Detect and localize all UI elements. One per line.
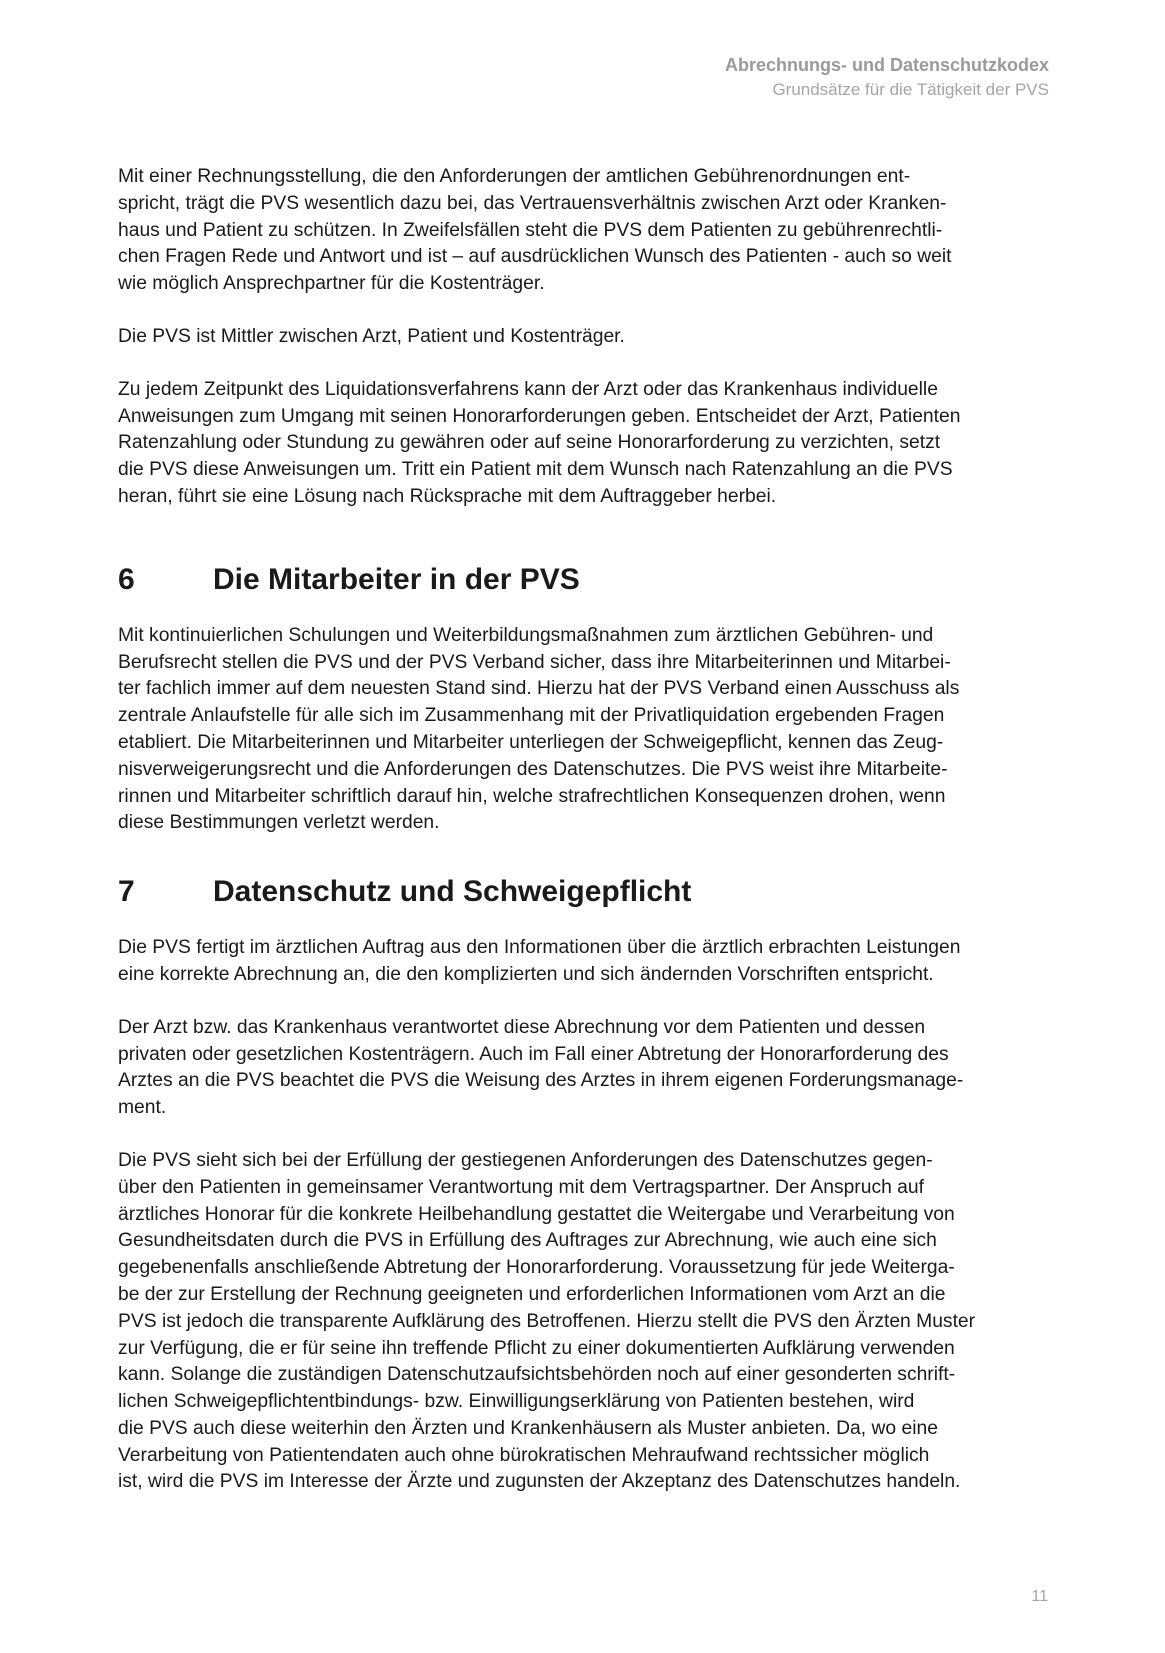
paragraph [118, 1148, 1063, 1496]
text-line: ment. [118, 1097, 167, 1119]
paragraph [118, 377, 1063, 511]
text-line: Mit einer Rechnungsstellung, die den Anforderungen der amtlichen Gebührenordnungen ent- [118, 166, 911, 187]
paragraph [118, 324, 1063, 351]
text-line: be der zur Erstellung der Rechnung geeigneten und erforderlichen Informationen vom Arzt an die [118, 1283, 946, 1305]
text-line: etabliert. Die Mitarbeiterinnen und Mitarbeiter unterliegen der Schweigepflicht, kennen das Zeug- [118, 731, 944, 753]
header-title: Abrechnungs- und Datenschutzkodex [724, 55, 1049, 75]
paragraph [118, 1015, 1063, 1122]
text-line: diese Bestimmungen verletzt werden. [118, 812, 440, 834]
text-line: Der Arzt bzw. das Krankenhaus verantwortet diese Abrechnung vor dem Patienten und dessen [118, 1016, 926, 1038]
text-line: über den Patienten in gemeinsamer Verantwortung mit dem Vertragspartner. Der Anspruch auf [118, 1176, 924, 1198]
text-line: eine korrekte Abrechnung an, die den komplizierten und sich ändernden Vorschriften entspricht. [118, 963, 934, 985]
text-line: chen Fragen Rede und Antwort und ist – auf ausdrücklichen Wunsch des Patienten - auch so weit [118, 246, 952, 268]
page-number: 11 [1031, 1588, 1048, 1605]
text-line: privaten oder gesetzlichen Kostenträgern. Auch im Fall einer Abtretung der Honorarforderung des [118, 1043, 949, 1065]
text-line: kann. Solange die zuständigen Datenschutzaufsichtsbehörden noch auf einer gesonderten schrift- [118, 1364, 956, 1386]
text-line: lichen Schweigepflichtentbindungs- bzw. Einwilligungserklärung von Patienten bestehen, wird [118, 1391, 915, 1413]
text-line: Die PVS fertigt im ärztlichen Auftrag aus den Informationen über die ärztlich erbrachten Leistungen [118, 937, 961, 959]
text-line: nisverweigerungsrecht und die Anforderungen des Datenschutzes. Die PVS weist ihre Mitarbeite- [118, 758, 948, 780]
paragraph [118, 164, 1063, 298]
section-heading [118, 563, 1063, 597]
section-number: 7 [118, 875, 135, 909]
paragraph [118, 935, 1063, 989]
text-line: Berufsrecht stellen die PVS und der PVS Verband sicher, dass ihre Mitarbeiterinnen und Mitarbei- [118, 651, 951, 673]
section-number: 6 [118, 562, 135, 596]
text-line: haus und Patient zu schützen. In Zweifelsfällen steht die PVS dem Patienten zu gebührenrechtli- [118, 219, 943, 241]
paragraph [118, 623, 1063, 837]
text-line: Mit kontinuierlichen Schulungen und Weiterbildungsmaßnahmen zum ärztlichen Gebühren- und [118, 624, 934, 646]
text-line: ter fachlich immer auf dem neuesten Stand sind. Hierzu hat der PVS Verband einen Ausschuss als [118, 678, 960, 700]
text-line: Gesundheitsdaten durch die PVS in Erfüllung des Auftrages zur Abrechnung, wie auch eine sich [118, 1230, 937, 1252]
text-line: spricht, trägt die PVS wesentlich dazu bei, das Vertrauensverhältnis zwischen Arzt oder Kranken- [118, 192, 947, 214]
text-line: Arztes an die PVS beachtet die PVS die Weisung des Arztes in ihrem eigenen Forderungsmanage- [118, 1070, 964, 1092]
running-header [725, 52, 1049, 102]
text-line: zentrale Anlaufstelle für alle sich im Zusammenhang mit der Privatliquidation ergebenden Fragen [118, 705, 945, 727]
text-line: ärztliches Honorar für die konkrete Heilbehandlung gestattet die Weitergabe und Verarbeitung von [118, 1203, 955, 1225]
text-line: Ratenzahlung oder Stundung zu gewähren oder auf seine Honorarforderung zu verzichten, setzt [118, 432, 941, 454]
text-line: Die PVS ist Mittler zwischen Arzt, Patient und Kostenträger. [118, 325, 625, 347]
text-line: Verarbeitung von Patientendaten auch ohne bürokratischen Mehraufwand rechtssicher möglich [118, 1444, 930, 1466]
section-title: Datenschutz und Schweigepflicht [213, 875, 692, 909]
page-body [118, 164, 1063, 1496]
text-line: rinnen und Mitarbeiter schriftlich darauf hin, welche strafrechtlichen Konsequenzen drohen, wenn [118, 785, 946, 807]
header-subtitle: Grundsätze für die Tätigkeit der PVS [772, 80, 1049, 99]
text-line: Zu jedem Zeitpunkt des Liquidationsverfahrens kann der Arzt oder das Krankenhaus individuelle [118, 378, 938, 400]
text-line: PVS ist jedoch die transparente Aufklärung des Betroffenen. Hierzu stellt die PVS den Ärzten Muster [118, 1310, 976, 1332]
text-line: ist, wird die PVS im Interesse der Ärzte und zugunsten der Akzeptanz des Datenschutzes handeln. [118, 1471, 961, 1493]
text-line: zur Verfügung, die er für seine ihn treffende Pflicht zu einer dokumentierten Aufklärung verwenden [118, 1337, 955, 1359]
text-line: wie möglich Ansprechpartner für die Kostenträger. [118, 273, 545, 295]
section-title: Die Mitarbeiter in der PVS [213, 562, 580, 596]
text-line: die PVS auch diese weiterhin den Ärzten und Krankenhäusern als Muster anbieten. Da, wo eine [118, 1417, 938, 1439]
text-line: Anweisungen zum Umgang mit seinen Honorarforderungen geben. Entscheidet der Arzt, Patienten [118, 405, 961, 427]
text-line: gegebenenfalls anschließende Abtretung der Honorarforderung. Voraussetzung für jede Weiterga- [118, 1257, 955, 1279]
text-line: Die PVS sieht sich bei der Erfüllung der gestiegenen Anforderungen des Datenschutzes gegen- [118, 1149, 933, 1171]
text-line: heran, führt sie eine Lösung nach Rücksprache mit dem Auftraggeber herbei. [118, 485, 777, 507]
text-line: die PVS diese Anweisungen um. Tritt ein Patient mit dem Wunsch nach Ratenzahlung an die PVS [118, 459, 953, 481]
section-heading [118, 875, 1063, 909]
